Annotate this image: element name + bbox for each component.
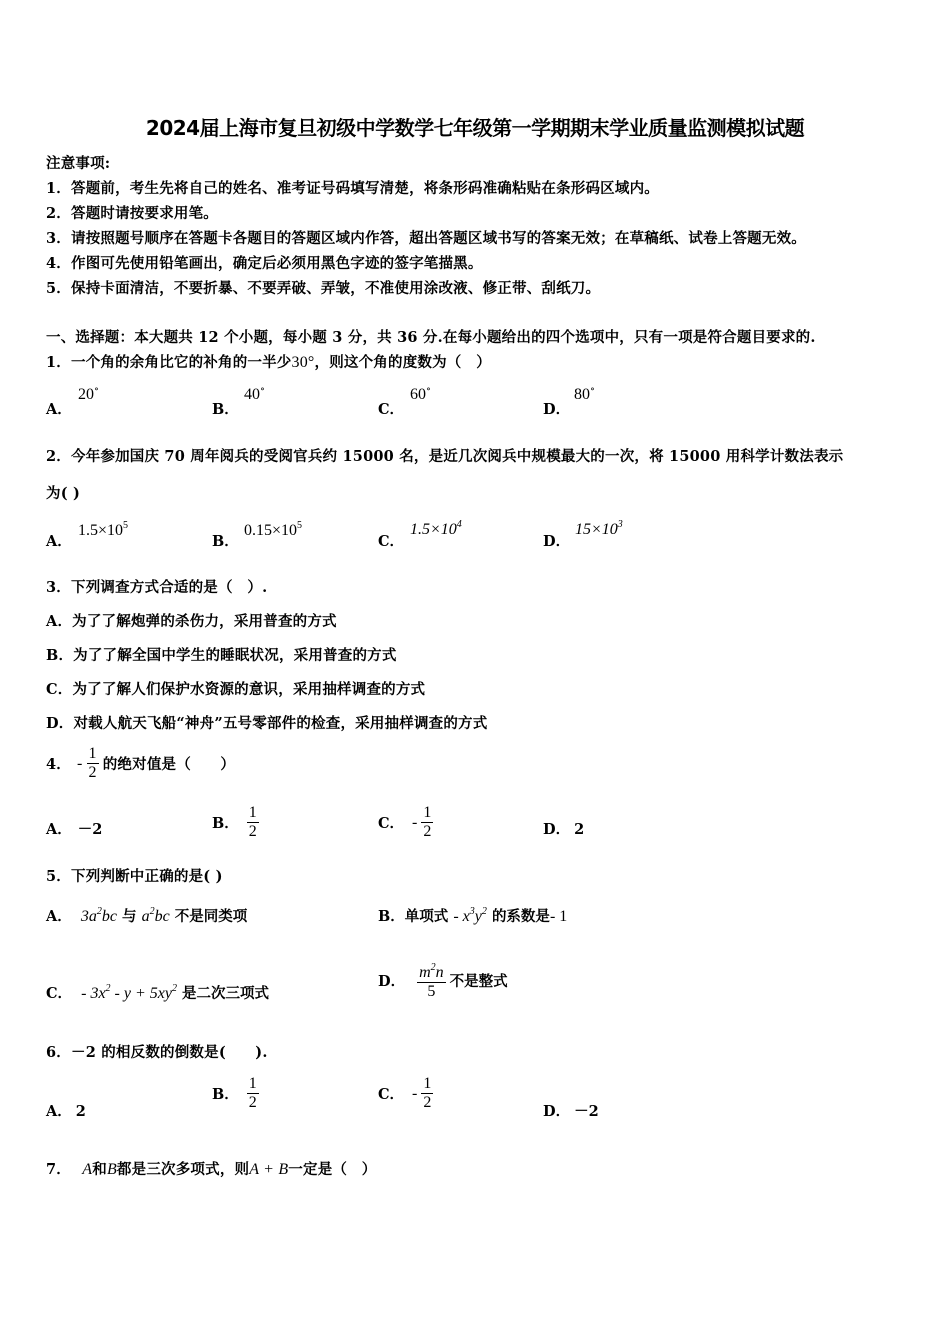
q3-option-c[interactable]: C．为了了解人们保护水资源的意识，采用抽样调查的方式: [46, 681, 426, 698]
q6-option-c[interactable]: C． - $\frac{1}{2}$: [378, 1075, 432, 1111]
notice-item: 3．请按照题号顺序在答题卡各题目的答题区域内作答，超出答题区域书写的答案无效；在草稿纸、试卷上答题无效。: [46, 230, 806, 247]
q2-option-a-value: $1.5\times 10^5$: [78, 520, 129, 539]
q1-option-c-label[interactable]: C．: [378, 401, 405, 418]
q1-option-b-label[interactable]: B．: [212, 401, 239, 418]
question-2-stem-line2: 为( ): [46, 485, 81, 502]
q4-option-b[interactable]: B． $\frac{1}{2}$: [212, 804, 257, 840]
q2-option-d-label[interactable]: D．: [543, 533, 571, 550]
q1-option-c-value: 60∘: [410, 384, 431, 403]
notice-heading: 注意事项:: [46, 155, 111, 172]
q4-option-d[interactable]: D． 2: [543, 821, 585, 838]
angle-30: 30°: [291, 354, 315, 371]
q2-option-b-value: $0.15\times 10^5$: [244, 520, 303, 539]
q1-option-b-value: 40∘: [244, 384, 265, 403]
page-title: 2024届上海市复旦初级中学数学七年级第一学期期末学业质量监测模拟试题: [145, 116, 805, 140]
q1-option-a-value: 20∘: [78, 384, 99, 403]
question-6-stem: 6．－2 的相反数的倒数是( ).: [46, 1044, 268, 1061]
question-5-stem: 5．下列判断中正确的是( ): [46, 868, 223, 885]
q1-option-a-label[interactable]: A．: [46, 401, 72, 418]
q4-option-a[interactable]: A． －2: [46, 821, 103, 838]
q3-option-d[interactable]: D．对载人航天飞船“神舟”五号零部件的检查，采用抽样调查的方式: [46, 715, 488, 732]
question-1-stem: 1．一个角的余角比它的补角的一半少30°，则这个角的度数为（ ）: [46, 354, 491, 371]
fraction-one-half: $\frac{1}{2}$: [88, 745, 97, 781]
q2-option-a-label[interactable]: A．: [46, 533, 72, 550]
q2-option-d-value: $15\times 10^3$: [575, 519, 623, 538]
q3-option-b[interactable]: B．为了了解全国中学生的睡眠状况，采用普查的方式: [46, 647, 397, 664]
q5-option-b[interactable]: B．单项式 - $x^3y^2$ 的系数是- 1: [378, 906, 568, 925]
q4-option-c[interactable]: C． - $\frac{1}{2}$: [378, 804, 432, 840]
q1-option-d-label[interactable]: D．: [543, 401, 571, 418]
q3-option-a[interactable]: A．为了了解炮弹的杀伤力，采用普查的方式: [46, 613, 337, 630]
q1-option-d-value: 80∘: [574, 384, 595, 403]
q2-option-c-value: $1.5\times 10^4$: [410, 519, 462, 538]
notice-item: 4．作图可先使用铅笔画出，确定后必须用黑色字迹的签字笔描黑。: [46, 255, 483, 272]
q5-option-a[interactable]: A． $3a^2bc$ 与 $a^2bc$ 不是同类项: [46, 906, 248, 925]
notice-item: 5．保持卡面清洁，不要折暴、不要弄破、弄皱，不准使用涂改液、修正带、刮纸刀。: [46, 280, 601, 297]
question-2-stem-line1: 2．今年参加国庆 70 周年阅兵的受阅官兵约 15000 名，是近几次阅兵中规模最大的一次，将 15000 用科学计数法表示: [46, 448, 844, 465]
question-7-stem: 7． A和B都是三次多项式，则A + B一定是（ ）: [46, 1161, 377, 1178]
q2-option-c-label[interactable]: C．: [378, 533, 405, 550]
q5-option-d[interactable]: D． $\frac{m^2n}{5}$ 不是整式: [378, 962, 508, 1000]
q2-option-b-label[interactable]: B．: [212, 533, 239, 550]
notice-item: 1．答题前，考生先将自己的姓名、准考证号码填写清楚，将条形码准确粘贴在条形码区域内。: [46, 180, 659, 197]
q6-option-d[interactable]: D． －2: [543, 1103, 599, 1120]
section-heading: 一、选择题：本大题共 12 个小题，每小题 3 分，共 36 分.在每小题给出的四个选项中，只有一项是符合题目要求的.: [46, 329, 816, 346]
q6-option-b[interactable]: B． $\frac{1}{2}$: [212, 1075, 257, 1111]
question-3-stem: 3．下列调查方式合适的是（ ）.: [46, 579, 268, 596]
q5-option-c[interactable]: C． - $3x^2 - y + 5xy^2$ 是二次三项式: [46, 983, 270, 1002]
q6-option-a[interactable]: A． 2: [46, 1103, 86, 1120]
notice-item: 2．答题时请按要求用笔。: [46, 205, 218, 222]
question-4-stem: 4． - $\frac{1}{2}$ 的绝对值是（ ）: [46, 745, 236, 781]
